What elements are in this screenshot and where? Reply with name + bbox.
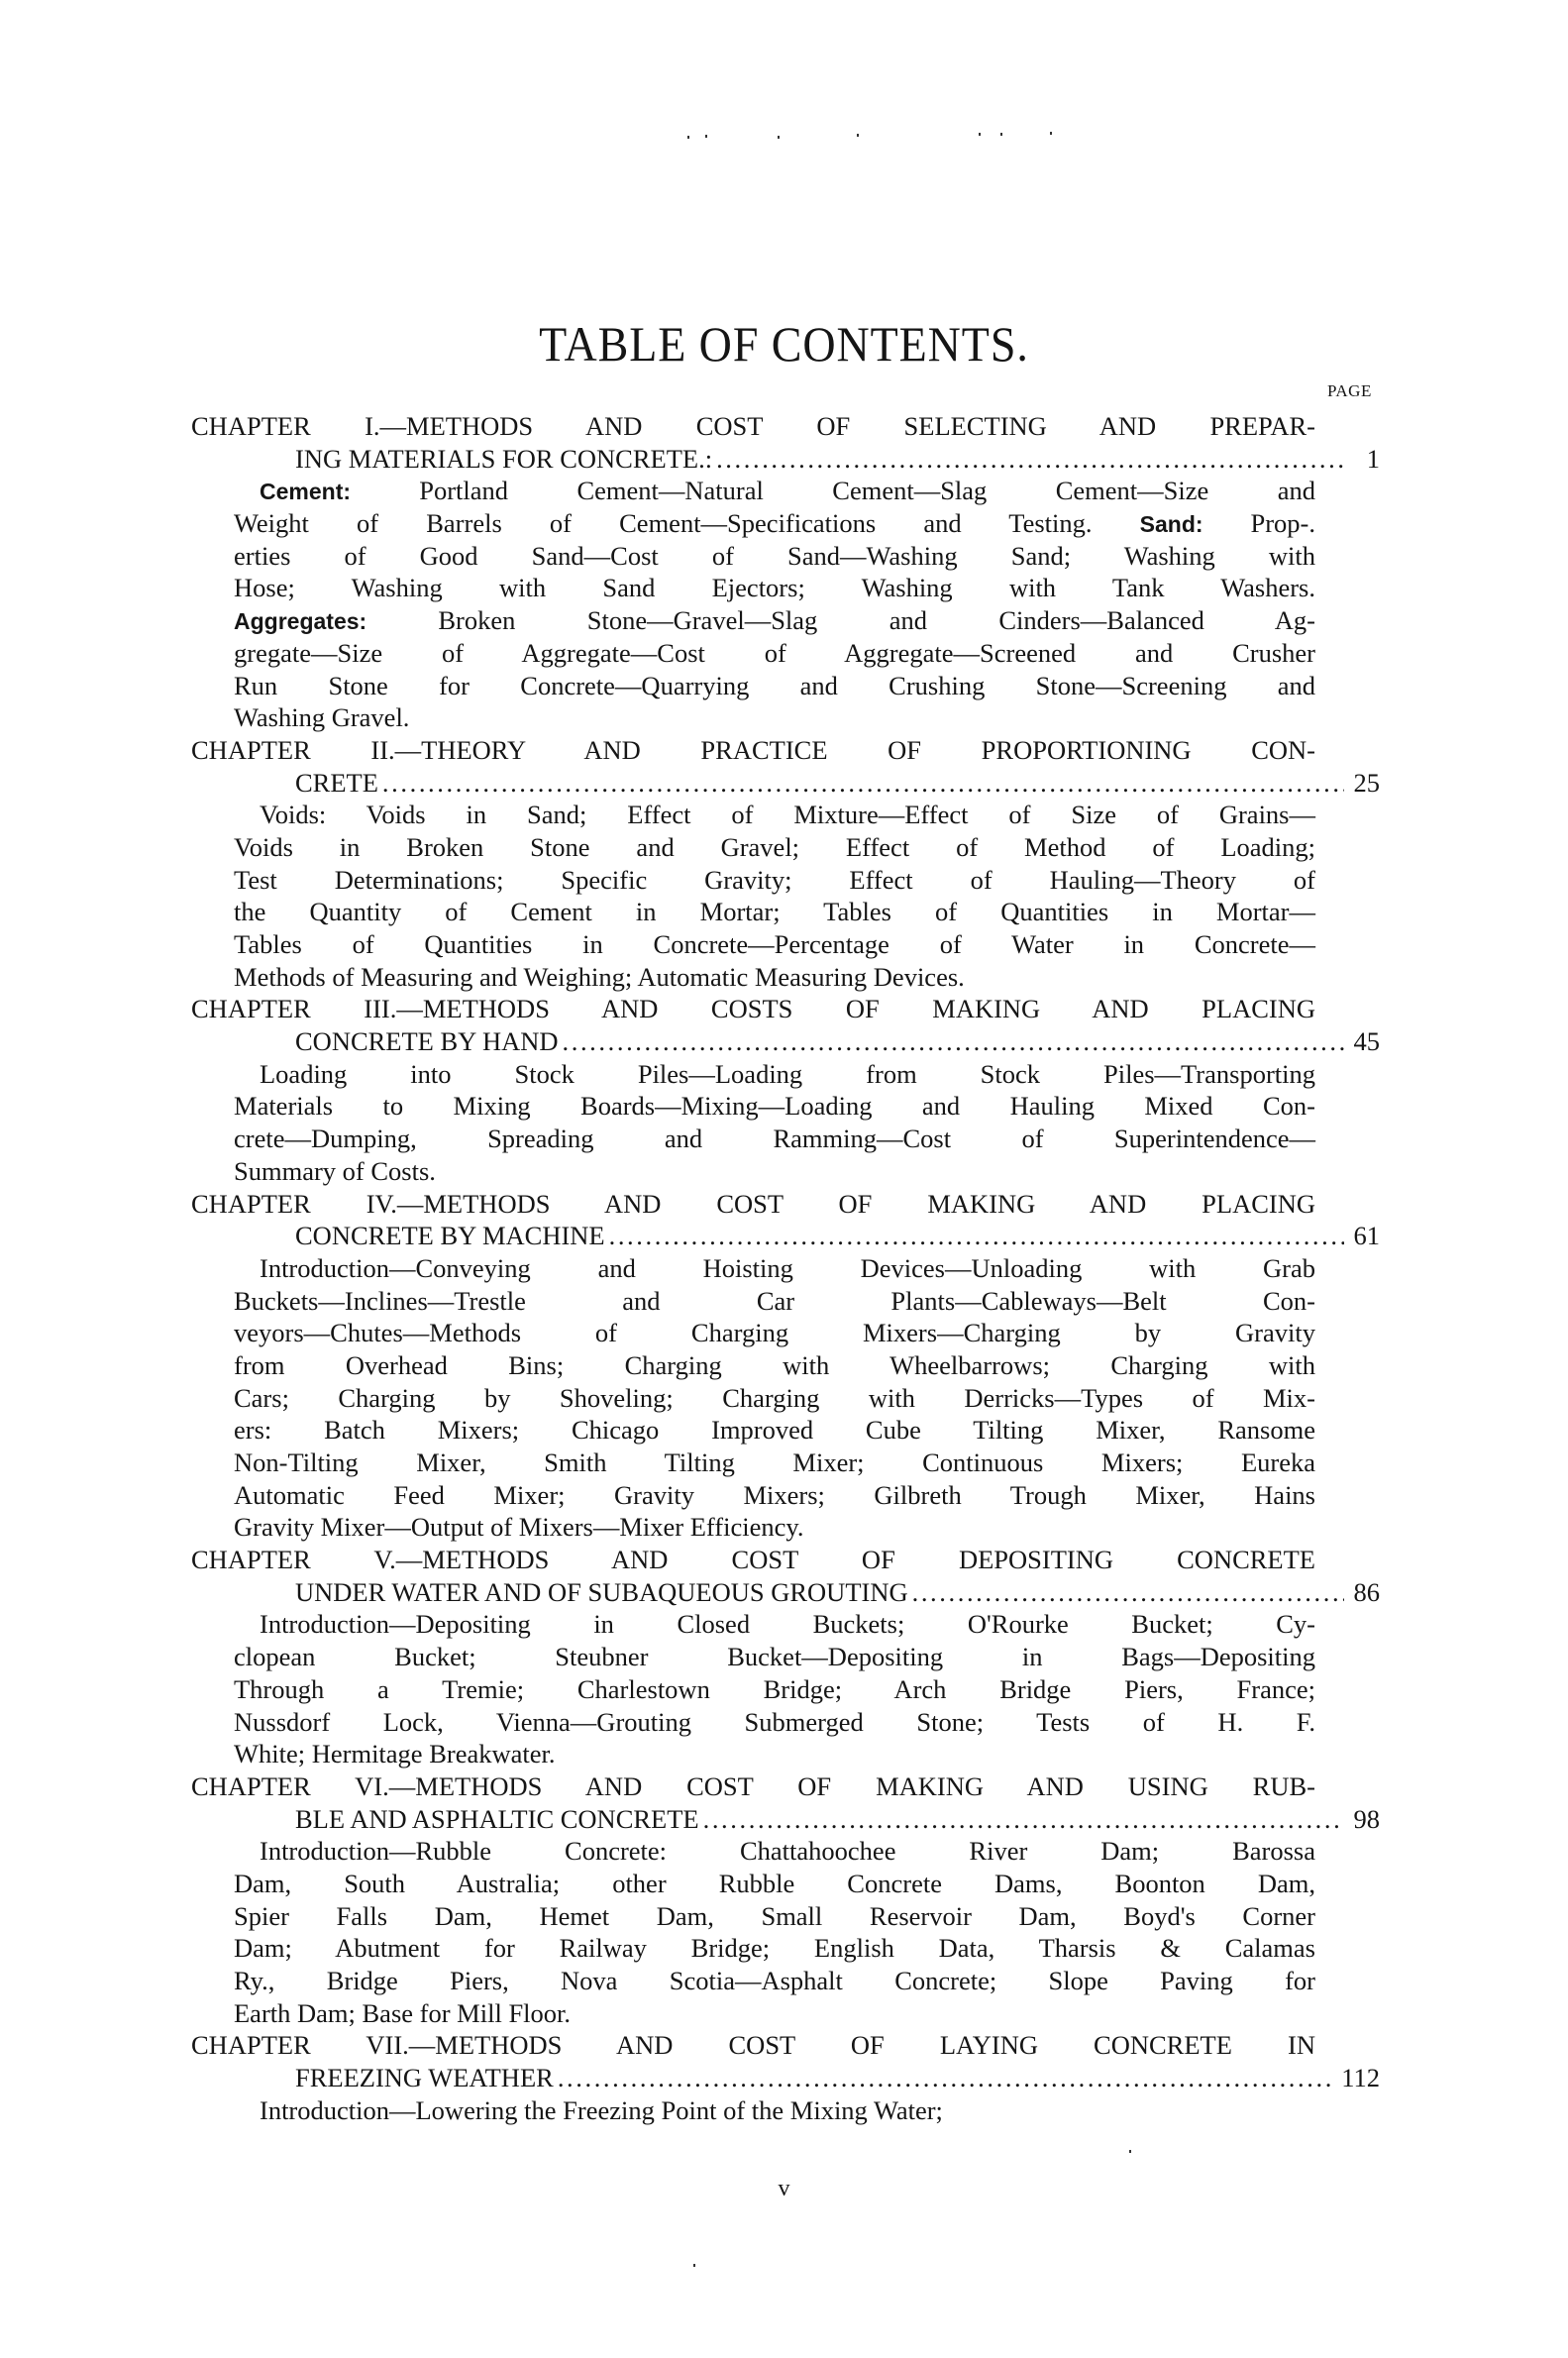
summary-text: Broken Stone—Gravel—Slag and Cinders—Balanced Ag- [438, 605, 1315, 636]
chapter-summary-line [191, 1317, 1315, 1349]
chapter-heading-text: UNDER WATER AND OF SUBAQUEOUS GROUTING [295, 1576, 908, 1607]
scan-speck [1000, 133, 1002, 136]
dot-leader [609, 1220, 1344, 1252]
chapter-summary-line [191, 1447, 1315, 1479]
chapter-summary-line [191, 572, 1315, 604]
scan-speck [687, 136, 689, 139]
scan-speck [1129, 2150, 1131, 2153]
chapter-summary-line [191, 1123, 1315, 1155]
chapter-summary-line [191, 2094, 1315, 2127]
page-column-label: PAGE [1327, 381, 1372, 400]
chapter-summary-line [191, 799, 1315, 831]
summary-text: Voids in Broken Stone and Gravel; Effect of Method of Loading; [234, 831, 1315, 862]
chapter-heading: CHAPTER VI.—METHODS AND COST OF MAKING AND USING RUB- [191, 1770, 1315, 1801]
chapter-summary-line [191, 1673, 1315, 1706]
chapter-summary-line [191, 1900, 1315, 1933]
chapter-summary-line [191, 1511, 1315, 1544]
chapter-summary-line [191, 1155, 1315, 1188]
chapter-heading-continuation [191, 767, 1380, 800]
chapter-summary-line [191, 961, 1315, 994]
summary-text: erties of Good Sand—Cost of Sand—Washing Sand; Washing with [234, 540, 1315, 571]
chapter-summary-line [191, 1414, 1315, 1447]
scan-speck [979, 133, 981, 136]
summary-text: Dam, South Australia; other Rubble Concrete Dams, Boonton Dam, [234, 1868, 1315, 1898]
chapter-heading: CHAPTER V.—METHODS AND COST OF DEPOSITING CONCRETE [191, 1545, 1315, 1575]
page-title: TABLE OF CONTENTS. [539, 316, 1029, 372]
summary-text: Voids: Voids in Sand; Effect of Mixture—Effect of Size of Grains— [260, 800, 1315, 830]
chapter-summary-line [191, 1349, 1315, 1382]
chapter-summary-line [191, 1285, 1315, 1318]
summary-text: Materials to Mixing Boards—Mixing—Loading and Hauling Mixed Con- [234, 1091, 1315, 1122]
scan-speck [778, 136, 780, 139]
chapter-heading: CHAPTER VII.—METHODS AND COST OF LAYING CONCRETE IN [191, 2030, 1315, 2061]
summary-text: Ry., Bridge Piers, Nova Scotia—Asphalt Concrete; Slope Paving for [234, 1966, 1315, 1995]
chapter-summary-line [191, 1868, 1315, 1900]
summary-text: Portland Cement—Natural Cement—Slag Cement—Size and [419, 476, 1315, 506]
summary-text: veyors—Chutes—Methods of Charging Mixers—Charging by Gravity [234, 1318, 1315, 1348]
chapter-summary-line [191, 1835, 1315, 1868]
chapter-summary-line [191, 507, 1315, 540]
summary-text: Non-Tilting Mixer, Smith Tilting Mixer; Continuous Mixers; Eureka [234, 1447, 1315, 1477]
summary-text: the Quantity of Cement in Mortar; Tables of Quantities in Mortar— [234, 897, 1315, 927]
page-folio: v [778, 2176, 790, 2201]
chapter-summary-line [191, 475, 1315, 507]
topic-label: Cement: [260, 479, 420, 505]
summary-text: Nussdorf Lock, Vienna—Grouting Submerged Stone; Tests of H. F. [234, 1706, 1315, 1737]
chapter-summary-line [191, 831, 1315, 864]
toc-chapter-entry [191, 1770, 1380, 2030]
summary-text: Buckets—Inclines—Trestle and Car Plants—Cableways—Belt Con- [234, 1285, 1315, 1316]
chapter-summary-line [191, 928, 1315, 961]
chapter-heading-continuation [191, 2062, 1380, 2094]
chapter-heading-continuation [191, 1803, 1380, 1836]
summary-text: White; Hermitage Breakwater. [234, 1739, 556, 1769]
table-of-contents [191, 410, 1380, 2126]
toc-chapter-entry [191, 993, 1380, 1187]
chapter-heading-continuation [191, 1025, 1380, 1058]
summary-text: Run Stone for Concrete—Quarrying and Crushing Stone—Screening and [234, 670, 1315, 700]
summary-text: Dam; Abutment for Railway Bridge; English Data, Tharsis & Calamas [234, 1933, 1315, 1964]
topic-label: Aggregates: [234, 608, 439, 635]
chapter-summary-line [191, 604, 1315, 637]
toc-chapter-entry [191, 1544, 1380, 1770]
page-number: 1 [1366, 443, 1380, 474]
chapter-summary-line [191, 1932, 1315, 1965]
summary-text: Introduction—Rubble Concrete: Chattahoochee River Dam; Barossa [260, 1836, 1315, 1867]
chapter-summary-line [191, 1479, 1315, 1512]
summary-text: gregate—Size of Aggregate—Cost of Aggregate—Screened and Crusher [234, 637, 1315, 668]
chapter-heading: CHAPTER IV.—METHODS AND COST OF MAKING AND PLACING [191, 1188, 1315, 1219]
summary-text: Cars; Charging by Shoveling; Charging with Derricks—Types of Mix- [234, 1382, 1315, 1413]
summary-text: Through a Tremie; Charlestown Bridge; Arch Bridge Piers, France; [234, 1673, 1315, 1704]
page-number: 86 [1353, 1576, 1380, 1607]
chapter-summary-line [191, 1608, 1315, 1641]
summary-text: Introduction—Lowering the Freezing Point of the Mixing Water; [260, 2094, 943, 2125]
chapter-summary-line [191, 670, 1315, 702]
summary-text: Gravity Mixer—Output of Mixers—Mixer Efficiency. [234, 1512, 804, 1543]
dot-leader [716, 443, 1344, 476]
summary-text: Methods of Measuring and Weighing; Automatic Measuring Devices. [234, 961, 965, 992]
chapter-heading-text: CONCRETE BY HAND [295, 1026, 559, 1057]
chapter-heading: CHAPTER I.—METHODS AND COST OF SELECTING AND PREPAR- [191, 411, 1315, 441]
summary-text: crete—Dumping, Spreading and Ramming—Cost of Superintendence— [234, 1124, 1315, 1154]
dot-leader [558, 2062, 1335, 2094]
chapter-heading: CHAPTER II.—THEORY AND PRACTICE OF PROPORTIONING CON- [191, 734, 1315, 765]
summary-text: Prop-. [1250, 508, 1315, 539]
chapter-summary-line [191, 1252, 1315, 1285]
chapter-heading-text: BLE AND ASPHALTIC CONCRETE [295, 1803, 699, 1834]
dot-leader [563, 1025, 1345, 1058]
scan-speck [1050, 132, 1052, 135]
page-number: 45 [1353, 1026, 1380, 1057]
toc-chapter-entry [191, 410, 1380, 734]
chapter-summary-line [191, 1706, 1315, 1739]
chapter-summary-line [191, 1641, 1315, 1673]
chapter-heading: CHAPTER III.—METHODS AND COSTS OF MAKING AND PLACING [191, 994, 1315, 1024]
toc-chapter-entry [191, 2029, 1380, 2126]
chapter-summary-line [191, 1058, 1315, 1091]
chapter-summary-line [191, 540, 1315, 573]
summary-text: Introduction—Depositing in Closed Buckets; O'Rourke Bucket; Cy- [260, 1609, 1315, 1640]
chapter-heading-continuation [191, 443, 1380, 476]
topic-label: Sand: [1139, 511, 1251, 538]
page-number: 98 [1353, 1803, 1380, 1834]
chapter-summary-line [191, 1965, 1315, 1997]
summary-text: Hose; Washing with Sand Ejectors; Washing with Tank Washers. [234, 573, 1315, 603]
scan-speck [693, 2264, 695, 2267]
toc-chapter-entry [191, 1188, 1380, 1545]
summary-text: Summary of Costs. [234, 1155, 436, 1186]
dot-leader [703, 1803, 1344, 1836]
chapter-summary-line [191, 701, 1315, 734]
dot-leader [912, 1576, 1344, 1609]
toc-chapter-entry [191, 734, 1380, 994]
chapter-heading-continuation [191, 1576, 1380, 1609]
summary-text: Weight of Barrels of Cement—Specifications and Testing. [234, 508, 1140, 539]
summary-text: Washing Gravel. [234, 702, 410, 733]
chapter-summary-line [191, 1997, 1315, 2030]
chapter-heading-text: FREEZING WEATHER [295, 2063, 554, 2093]
chapter-summary-line [191, 1738, 1315, 1770]
chapter-summary-line [191, 864, 1315, 897]
chapter-heading-continuation [191, 1220, 1380, 1252]
chapter-heading-text: ING MATERIALS FOR CONCRETE.: [295, 443, 713, 474]
summary-text: clopean Bucket; Steubner Bucket—Depositing in Bags—Depositing [234, 1642, 1315, 1672]
summary-text: from Overhead Bins; Charging with Wheelbarrows; Charging with [234, 1349, 1315, 1380]
summary-text: Spier Falls Dam, Hemet Dam, Small Reservoir Dam, Boyd's Corner [234, 1900, 1315, 1931]
chapter-summary-line [191, 896, 1315, 928]
scan-speck [857, 134, 859, 137]
page-number: 112 [1341, 2063, 1380, 2093]
summary-text: Loading into Stock Piles—Loading from Stock Piles—Transporting [260, 1058, 1315, 1089]
summary-text: Tables of Quantities in Concrete—Percentage of Water in Concrete— [234, 929, 1315, 959]
page-number: 61 [1353, 1221, 1380, 1251]
page-number: 25 [1353, 767, 1380, 798]
summary-text: Introduction—Conveying and Hoisting Devices—Unloading with Grab [260, 1252, 1315, 1283]
chapter-heading-text: CONCRETE BY MACHINE [295, 1221, 605, 1251]
dot-leader [382, 767, 1344, 800]
summary-text: ers: Batch Mixers; Chicago Improved Cube Tilting Mixer, Ransome [234, 1415, 1315, 1446]
summary-text: Earth Dam; Base for Mill Floor. [234, 1997, 572, 2028]
chapter-summary-line [191, 637, 1315, 670]
chapter-summary-line [191, 1382, 1315, 1415]
chapter-heading-text: CRETE [295, 767, 378, 798]
summary-text: Automatic Feed Mixer; Gravity Mixers; Gilbreth Trough Mixer, Hains [234, 1479, 1315, 1510]
summary-text: Test Determinations; Specific Gravity; Effect of Hauling—Theory of [234, 864, 1315, 895]
chapter-summary-line [191, 1090, 1315, 1123]
scan-speck [705, 135, 707, 138]
